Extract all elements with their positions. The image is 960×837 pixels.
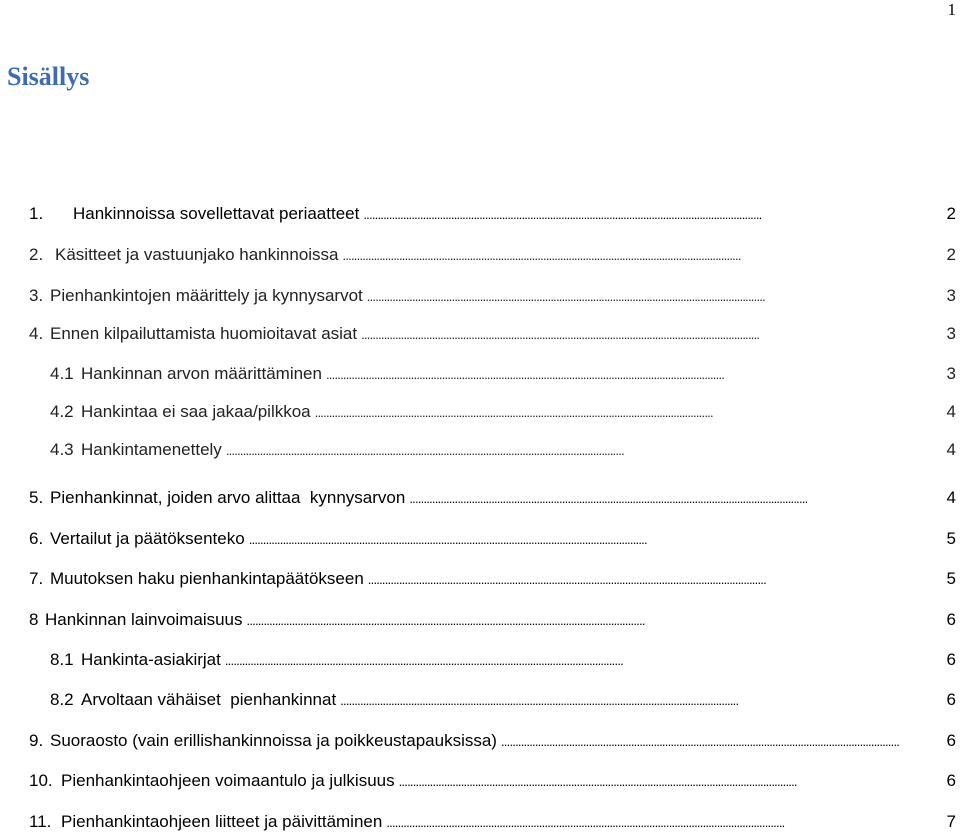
toc-entry-title: Hankintamenettely <box>81 440 222 459</box>
toc-leader <box>409 484 936 513</box>
toc-entry-page: 4 <box>946 402 956 421</box>
toc-entry-page: 3 <box>946 324 956 343</box>
toc-entry-number: 4.3 <box>50 440 74 459</box>
toc-leader <box>326 360 936 389</box>
toc-entry-number: 1. <box>29 204 44 223</box>
toc-entry-number: 10. <box>29 771 53 790</box>
toc-entry-number: 7. <box>29 569 44 588</box>
toc-entry-title: Hankinnan arvon määrittäminen <box>81 364 322 383</box>
toc-entry-title: Hankinnan lainvoimaisuus <box>45 610 243 629</box>
toc-entry[interactable] <box>0 525 960 553</box>
toc-entry-title: Hankinnoissa sovellettavat periaatteet <box>73 204 360 223</box>
toc-entry-page: 7 <box>946 812 956 831</box>
toc-entry-number: 11. <box>29 812 52 831</box>
toc-entry-number: 3. <box>29 286 44 305</box>
toc-leader <box>501 727 936 756</box>
toc-entry-number: 5. <box>29 488 44 507</box>
toc-entry[interactable] <box>0 646 960 674</box>
toc-entry[interactable] <box>0 398 960 426</box>
toc-entry-page: 6 <box>946 650 956 669</box>
toc-entry-title: Vertailut ja päätöksenteko <box>50 529 245 548</box>
toc-entry[interactable] <box>0 436 960 464</box>
toc-entry-page: 6 <box>946 771 956 790</box>
toc-entry-page: 5 <box>946 569 956 588</box>
toc-leader <box>368 565 936 594</box>
toc-entry-page: 3 <box>946 286 956 305</box>
toc-leader <box>343 241 936 270</box>
toc-leader <box>399 767 936 796</box>
toc-entry-number: 4. <box>29 324 44 343</box>
toc-entry-title: Ennen kilpailuttamista huomioitavat asiat <box>50 324 358 343</box>
page-number: 1 <box>947 0 956 19</box>
toc-entry[interactable] <box>0 320 960 348</box>
toc-entry[interactable] <box>0 808 960 836</box>
toc-entry-title: Hankinta-asiakirjat <box>81 650 221 669</box>
toc-entry-number: 8.2 <box>50 690 74 709</box>
toc-entry-title: Suoraosto (vain erillishankinnoissa ja poikkeustapauksissa) <box>50 731 497 750</box>
toc-entry-title: Käsitteet ja vastuunjako hankinnoissa <box>55 245 339 264</box>
toc-entry-number: 8.1 <box>50 650 74 669</box>
toc-entry-number: 9. <box>29 731 44 750</box>
toc-entry-number: 6. <box>29 529 44 548</box>
toc-entry-page: 3 <box>946 364 956 383</box>
toc-entry[interactable] <box>0 767 960 795</box>
toc-leader <box>315 398 936 427</box>
toc-entry[interactable] <box>0 565 960 593</box>
toc-entry[interactable] <box>0 360 960 388</box>
toc-entry[interactable] <box>0 727 960 755</box>
toc-leader <box>225 646 936 675</box>
toc-entry-title: Pienhankintaohjeen liitteet ja päivittäminen <box>61 812 383 831</box>
toc-entry-number: 8 <box>29 610 39 629</box>
toc-entry-page: 4 <box>946 440 956 459</box>
toc-title: Sisällys <box>7 62 90 91</box>
toc-entry-page: 2 <box>946 245 956 264</box>
toc-entry-title: Pienhankinnat, joiden arvo alittaa kynnysarvon <box>50 488 406 507</box>
toc-entry-number: 4.2 <box>50 402 74 421</box>
toc-entry-title: Muutoksen haku pienhankintapäätökseen <box>50 569 364 588</box>
toc-leader <box>340 686 936 715</box>
toc-entry-page: 6 <box>946 690 956 709</box>
toc-entry-title: Pienhankintojen määrittely ja kynnysarvot <box>50 286 363 305</box>
toc-entry-title: Pienhankintaohjeen voimaantulo ja julkisuus <box>61 771 395 790</box>
toc-entry[interactable] <box>0 282 960 310</box>
toc-entry-page: 2 <box>946 204 956 223</box>
toc-entry-number: 2. <box>29 245 44 264</box>
toc-entry-page: 6 <box>946 731 956 750</box>
toc-entry[interactable] <box>0 686 960 714</box>
toc-entry-title: Hankintaa ei saa jakaa/pilkkoa <box>81 402 311 421</box>
toc-leader <box>367 282 936 311</box>
toc-entry[interactable] <box>0 241 960 269</box>
toc-leader <box>386 808 936 837</box>
toc-entry-number: 4.1 <box>50 364 74 383</box>
toc-entry-page: 6 <box>946 610 956 629</box>
toc-leader <box>249 525 936 554</box>
toc-leader <box>361 320 936 349</box>
toc-entry-page: 4 <box>946 488 956 507</box>
toc-entry-page: 5 <box>946 529 956 548</box>
toc-leader <box>226 436 936 465</box>
toc-entry[interactable] <box>0 484 960 512</box>
toc-leader <box>247 606 936 635</box>
toc-entry-title: Arvoltaan vähäiset pienhankinnat <box>81 690 337 709</box>
toc-entry[interactable] <box>0 200 960 228</box>
toc-leader <box>363 200 936 229</box>
toc-entry[interactable] <box>0 606 960 634</box>
